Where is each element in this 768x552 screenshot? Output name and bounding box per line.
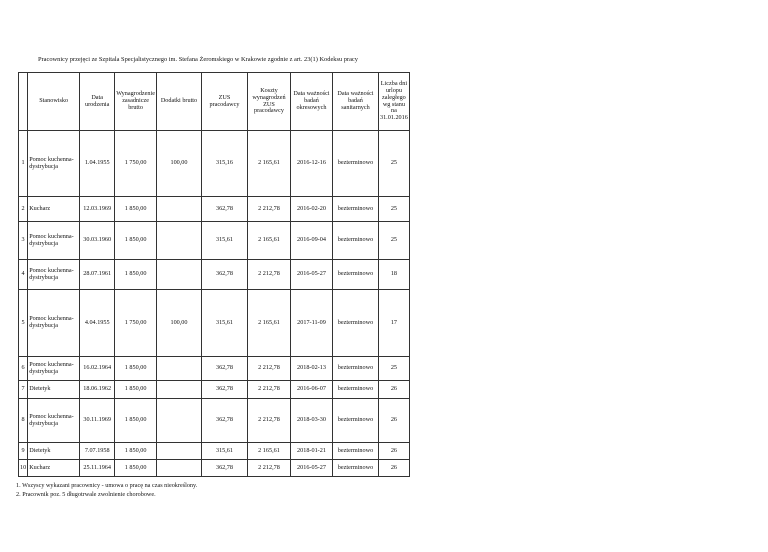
table-row (19, 131, 410, 197)
cell-koszty: 2 212,78 (247, 399, 290, 443)
cell-koszty: 2 212,78 (247, 357, 290, 381)
cell-urlop: 26 (378, 460, 409, 477)
cell-badania-sanitarne: bezterminowo (332, 460, 378, 477)
cell-urlop: 25 (378, 222, 409, 260)
cell-lp: 7 (19, 381, 28, 399)
cell-dodatki (156, 460, 201, 477)
document-title: Pracownicy przejęci ze Szpitala Specjalistycznego im. Stefana Żeromskiego w Krakowie zgodnie z art. 23(1) Kodeksu pracy (38, 56, 358, 63)
cell-badania-okresowe: 2016-05-27 (290, 460, 332, 477)
cell-koszty: 2 165,61 (247, 443, 290, 460)
cell-koszty: 2 212,78 (247, 460, 290, 477)
cell-badania-sanitarne: bezterminowo (332, 381, 378, 399)
table-row (19, 197, 410, 222)
cell-badania-okresowe: 2016-02-20 (290, 197, 332, 222)
cell-wynagrodzenie: 1 850,00 (115, 381, 157, 399)
cell-data-urodzenia: 30.03.1960 (80, 222, 115, 260)
table-row (19, 260, 410, 290)
table-row (19, 460, 410, 477)
cell-badania-okresowe: 2016-06-07 (290, 381, 332, 399)
cell-stanowisko: Kucharz (28, 460, 80, 477)
cell-koszty: 2 165,61 (247, 222, 290, 260)
cell-zus: 362,78 (201, 197, 247, 222)
header-stanowisko: Stanowisko (28, 73, 80, 131)
cell-badania-okresowe: 2018-02-13 (290, 357, 332, 381)
cell-badania-okresowe: 2016-05-27 (290, 260, 332, 290)
cell-badania-okresowe: 2017-11-09 (290, 290, 332, 357)
cell-dodatki (156, 399, 201, 443)
cell-urlop: 18 (378, 260, 409, 290)
cell-stanowisko: Pomoc kuchenna-dystrybucja (28, 131, 80, 197)
cell-badania-sanitarne: bezterminowo (332, 131, 378, 197)
cell-badania-okresowe: 2016-09-04 (290, 222, 332, 260)
cell-badania-sanitarne: bezterminowo (332, 357, 378, 381)
cell-wynagrodzenie: 1 750,00 (115, 131, 157, 197)
table-row (19, 381, 410, 399)
cell-data-urodzenia: 12.03.1969 (80, 197, 115, 222)
header-data-badan-okresowych: Data ważności badań okresowych (290, 73, 332, 131)
cell-stanowisko: Kucharz (28, 197, 80, 222)
cell-zus: 315,61 (201, 290, 247, 357)
header-data-badan-sanitarnych: Data ważności badań sanitarnych (332, 73, 378, 131)
cell-koszty: 2 212,78 (247, 381, 290, 399)
cell-stanowisko: Pomoc kuchenna-dystrybucja (28, 357, 80, 381)
cell-badania-sanitarne: bezterminowo (332, 443, 378, 460)
cell-urlop: 26 (378, 443, 409, 460)
cell-dodatki: 100,00 (156, 131, 201, 197)
cell-zus: 362,78 (201, 381, 247, 399)
cell-badania-okresowe: 2018-03-30 (290, 399, 332, 443)
cell-data-urodzenia: 16.02.1964 (80, 357, 115, 381)
cell-stanowisko: Pomoc kuchenna-dystrybucja (28, 260, 80, 290)
table-row (19, 399, 410, 443)
cell-badania-sanitarne: bezterminowo (332, 222, 378, 260)
cell-lp: 3 (19, 222, 28, 260)
footnote-2: 2. Pracownik poz. 5 długotrwale zwolnienie chorobowe. (16, 490, 156, 498)
cell-badania-sanitarne: bezterminowo (332, 290, 378, 357)
cell-data-urodzenia: 1.04.1955 (80, 131, 115, 197)
cell-lp: 8 (19, 399, 28, 443)
cell-dodatki (156, 222, 201, 260)
cell-wynagrodzenie: 1 850,00 (115, 443, 157, 460)
cell-wynagrodzenie: 1 750,00 (115, 290, 157, 357)
cell-wynagrodzenie: 1 850,00 (115, 260, 157, 290)
header-zus: ZUS pracodawcy (201, 73, 247, 131)
header-dodatki: Dodatki brutto (156, 73, 201, 131)
cell-zus: 315,61 (201, 222, 247, 260)
cell-zus: 315,16 (201, 131, 247, 197)
table-header-row (19, 73, 410, 131)
cell-stanowisko: Pomoc kuchenna-dystrybucja (28, 399, 80, 443)
header-lp (19, 73, 28, 131)
cell-data-urodzenia: 25.11.1964 (80, 460, 115, 477)
cell-zus: 362,78 (201, 460, 247, 477)
cell-urlop: 26 (378, 381, 409, 399)
cell-wynagrodzenie: 1 850,00 (115, 197, 157, 222)
cell-badania-okresowe: 2018-01-21 (290, 443, 332, 460)
cell-data-urodzenia: 28.07.1961 (80, 260, 115, 290)
cell-koszty: 2 165,61 (247, 131, 290, 197)
cell-badania-sanitarne: bezterminowo (332, 260, 378, 290)
cell-stanowisko: Pomoc kuchenna-dystrybucja (28, 290, 80, 357)
cell-wynagrodzenie: 1 850,00 (115, 399, 157, 443)
table-row (19, 290, 410, 357)
cell-badania-okresowe: 2016-12-16 (290, 131, 332, 197)
cell-wynagrodzenie: 1 850,00 (115, 357, 157, 381)
cell-lp: 10 (19, 460, 28, 477)
cell-data-urodzenia: 18.06.1962 (80, 381, 115, 399)
cell-koszty: 2 212,78 (247, 197, 290, 222)
cell-badania-sanitarne: bezterminowo (332, 197, 378, 222)
header-data-urodzenia: Data urodzenia (80, 73, 115, 131)
cell-dodatki (156, 260, 201, 290)
cell-dodatki (156, 357, 201, 381)
cell-urlop: 25 (378, 197, 409, 222)
cell-lp: 6 (19, 357, 28, 381)
cell-dodatki (156, 443, 201, 460)
cell-urlop: 17 (378, 290, 409, 357)
cell-stanowisko: Dietetyk (28, 443, 80, 460)
cell-stanowisko: Dietetyk (28, 381, 80, 399)
cell-lp: 2 (19, 197, 28, 222)
cell-lp: 4 (19, 260, 28, 290)
cell-data-urodzenia: 30.11.1969 (80, 399, 115, 443)
table-row (19, 357, 410, 381)
cell-urlop: 26 (378, 399, 409, 443)
cell-wynagrodzenie: 1 850,00 (115, 222, 157, 260)
cell-data-urodzenia: 7.07.1958 (80, 443, 115, 460)
cell-badania-sanitarne: bezterminowo (332, 399, 378, 443)
cell-urlop: 25 (378, 357, 409, 381)
cell-urlop: 25 (378, 131, 409, 197)
header-urlop: Liczba dni urlopu zaległego wg stanu na 31.01.2016 (378, 73, 409, 131)
cell-dodatki (156, 197, 201, 222)
cell-stanowisko: Pomoc kuchenna-dystrybucja (28, 222, 80, 260)
table-row (19, 443, 410, 460)
cell-koszty: 2 165,61 (247, 290, 290, 357)
header-wynagrodzenie: Wynagrodzenie zasadnicze brutto (115, 73, 157, 131)
cell-zus: 315,61 (201, 443, 247, 460)
cell-lp: 5 (19, 290, 28, 357)
cell-data-urodzenia: 4.04.1955 (80, 290, 115, 357)
footnotes (16, 482, 197, 500)
employees-table (18, 72, 410, 477)
cell-dodatki (156, 381, 201, 399)
table-row (19, 222, 410, 260)
cell-zus: 362,78 (201, 399, 247, 443)
header-koszty: Koszty wynagrodzeń ZUS pracodawcy (247, 73, 290, 131)
cell-lp: 1 (19, 131, 28, 197)
cell-wynagrodzenie: 1 850,00 (115, 460, 157, 477)
cell-dodatki: 100,00 (156, 290, 201, 357)
cell-zus: 362,78 (201, 357, 247, 381)
cell-zus: 362,78 (201, 260, 247, 290)
cell-lp: 9 (19, 443, 28, 460)
footnote-1: 1. Wszyscy wykazani pracownicy - umowa o pracę na czas nieokreślony. (16, 482, 198, 489)
cell-koszty: 2 212,78 (247, 260, 290, 290)
